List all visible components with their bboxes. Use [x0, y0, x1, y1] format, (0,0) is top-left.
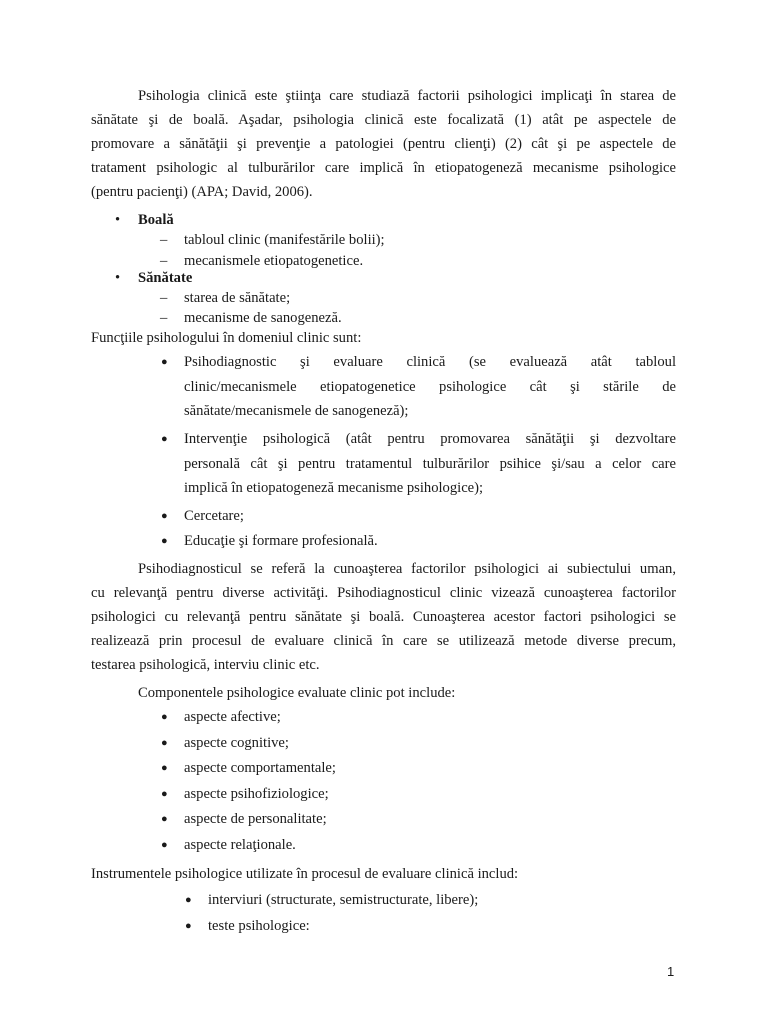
dash-icon: – [160, 290, 168, 306]
bullet-icon: ● [161, 736, 168, 749]
intro-paragraph-line: Psihologia clinică este ştiinţa care studiază factorii psihologici implicaţi în starea de [138, 88, 676, 104]
bullet-icon: ● [161, 510, 168, 522]
list-item: mecanisme de sanogeneză. [184, 310, 342, 326]
list-item: aspecte cognitive; [184, 734, 289, 751]
section-heading-sanatate: Sănătate [138, 270, 193, 286]
list-item: teste psihologice: [208, 918, 310, 934]
bullet-icon: ● [161, 711, 168, 723]
bullet-icon: ● [161, 838, 168, 851]
list-item: aspecte de personalitate; [184, 811, 327, 827]
list-item: starea de sănătate; [184, 290, 291, 306]
intro-paragraph-line: promovare a sănătăţii şi prevenţie a patologiei (pentru clienţi) (2) cât şi pe aspectele de [91, 136, 676, 152]
psihodiagnostic-paragraph-line: Psihodiagnosticul se referă la cunoaşterea factorilor psihologici ai subiectului uman, [138, 561, 676, 577]
intro-paragraph-line: (pentru pacienţi) (APA; David, 2006). [91, 184, 313, 200]
bullet-icon: • [115, 270, 121, 286]
psihodiagnostic-paragraph-line: realizează prin procesul de evaluare clinică în care se utilizează metode diverse precum, [91, 633, 676, 649]
list-item: clinic/mecanismele etiopatogenetice psihologice cât şi stările de [184, 379, 676, 395]
list-item: implică în etiopatogeneză mecanisme psihologice); [184, 480, 484, 496]
list-item: aspecte psihofiziologice; [184, 785, 329, 802]
functii-title: Funcţiile psihologului în domeniul clinic sunt: [91, 330, 362, 346]
list-item: Psihodiagnostic şi evaluare clinică (se evaluează atât tabloul [184, 354, 676, 370]
bullet-icon: ● [185, 920, 192, 932]
page-number: 1 [667, 964, 675, 979]
componente-title: Componentele psihologice evaluate clinic pot include: [138, 685, 456, 701]
bullet-icon: ● [185, 894, 192, 906]
list-item: Cercetare; [184, 508, 244, 524]
dash-icon: – [160, 253, 168, 269]
bullet-icon: ● [161, 787, 168, 800]
psihodiagnostic-paragraph-line: cu relevanţă pentru diverse activităţi. Psihodiagnosticul clinic vizează cunoaşterea factorilor [91, 585, 676, 601]
list-item: aspecte comportamentale; [184, 760, 336, 776]
list-item: Intervenţie psihologică (atât pentru promovarea sănătăţii şi dezvoltare [184, 431, 676, 447]
list-item: mecanismele etiopatogenetice. [184, 253, 364, 269]
list-item: personală cât şi pentru tratamentul tulburărilor psihice şi/sau a celor care [184, 456, 676, 472]
bullet-icon: ● [161, 813, 168, 825]
list-item: Educaţie şi formare profesională. [184, 533, 378, 549]
psihodiagnostic-paragraph-line: psihologici cu relevanţă pentru sănătate şi boală. Cunoaşterea acestor factori psihologici se [91, 609, 676, 625]
section-heading-boala: Boală [138, 212, 174, 228]
intro-paragraph-line: sănătate şi de boală. Aşadar, psihologia clinică este focalizată (1) atât pe aspectele de [91, 112, 676, 128]
list-item: tabloul clinic (manifestările bolii); [184, 232, 385, 248]
dash-icon: – [160, 232, 168, 248]
list-item: aspecte afective; [184, 709, 281, 725]
bullet-icon: ● [161, 356, 168, 368]
instrumente-title: Instrumentele psihologice utilizate în procesul de evaluare clinică includ: [91, 866, 519, 882]
psihodiagnostic-paragraph-line: testarea psihologică, interviu clinic etc. [91, 657, 320, 673]
list-item: sănătate/mecanismele de sanogeneză); [184, 403, 409, 419]
bullet-icon: • [115, 212, 121, 228]
bullet-icon: ● [161, 762, 168, 774]
list-item: interviuri (structurate, semistructurate, libere); [208, 892, 479, 908]
bullet-icon: ● [161, 535, 168, 547]
list-item: aspecte relaţionale. [184, 836, 296, 853]
dash-icon: – [160, 310, 168, 326]
intro-paragraph-line: tratament psihologic al tulburărilor care implică în etiopatogeneză mecanisme psihologice [91, 160, 676, 176]
bullet-icon: ● [161, 433, 168, 445]
